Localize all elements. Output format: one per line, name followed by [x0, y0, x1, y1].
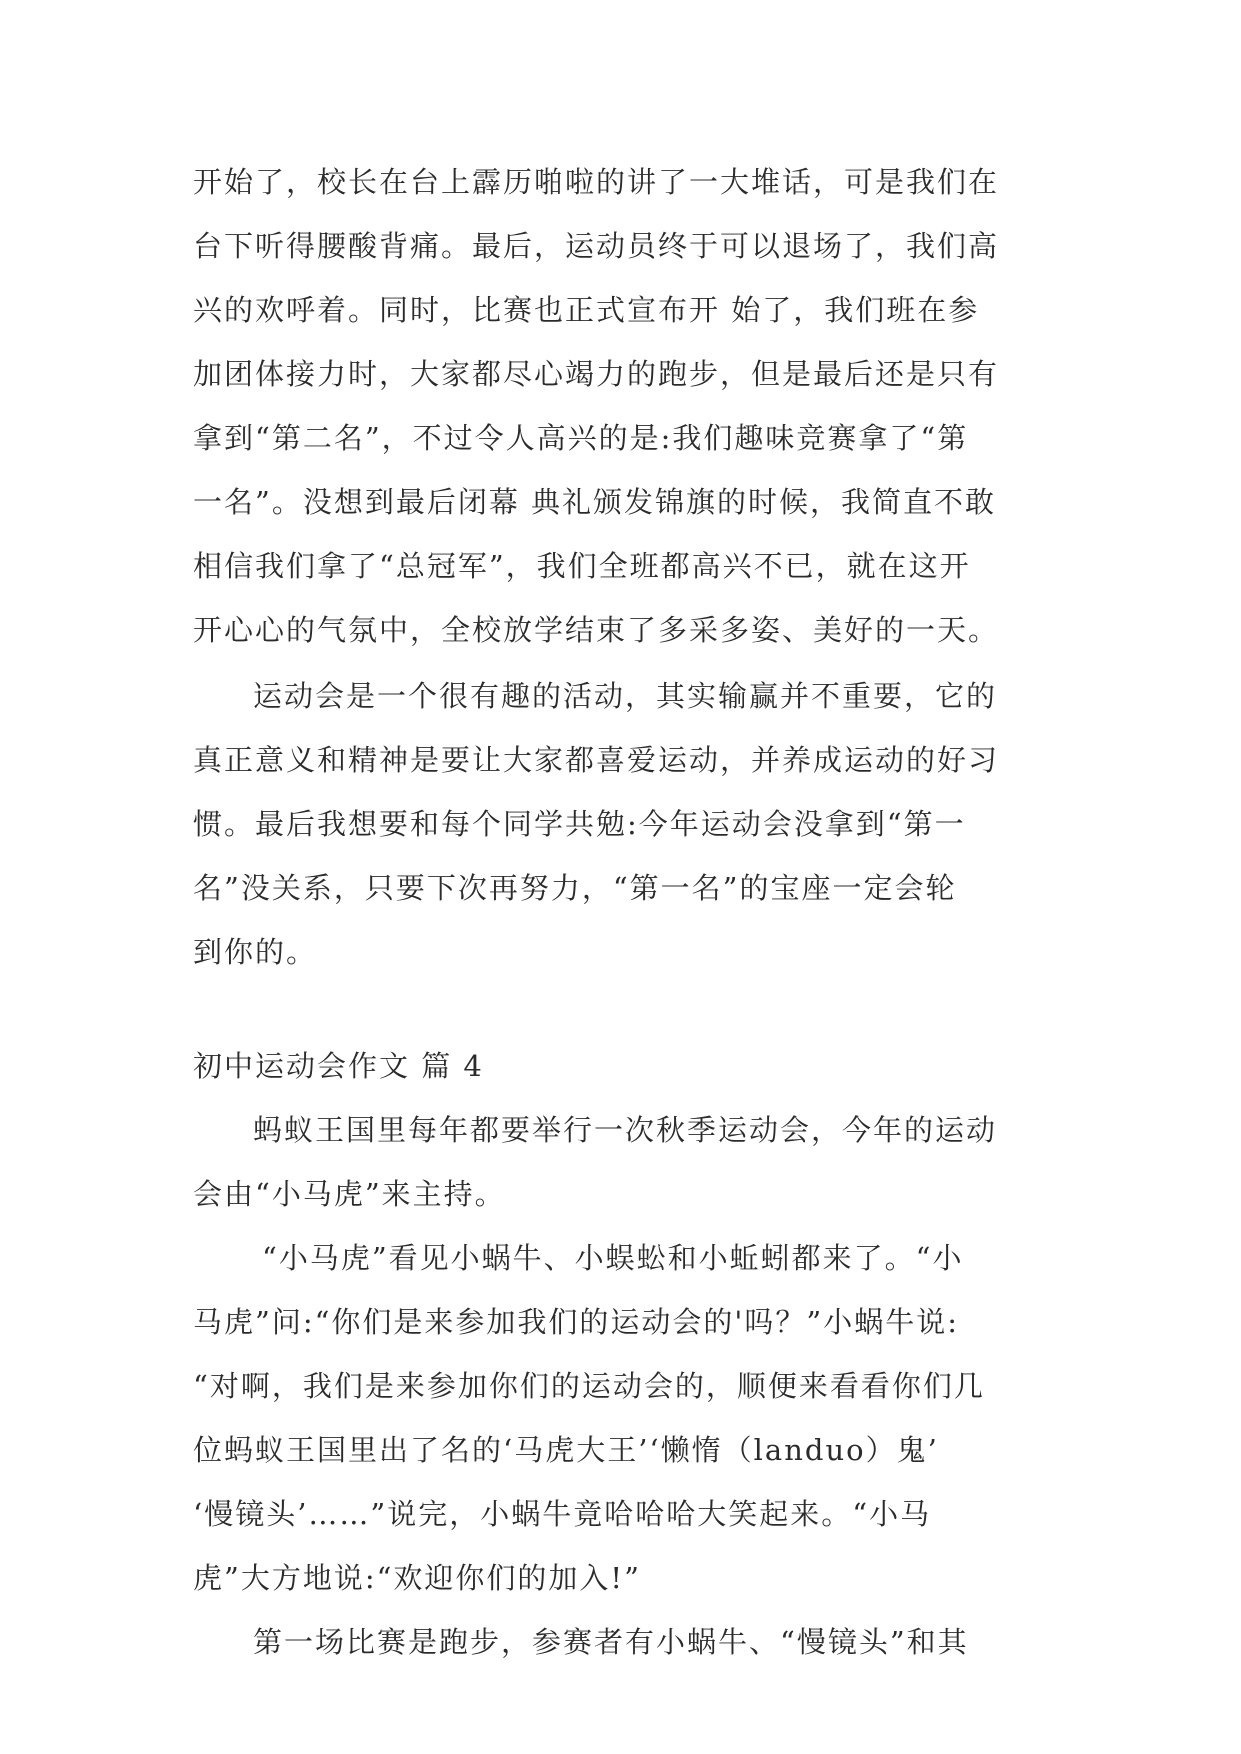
text-line: 开心心的气氛中，全校放学结束了多采多姿、美好的一天。	[193, 613, 1000, 647]
text-line: 位蚂蚁王国里出了名的‘马虎大王’‘懒惰（landuo）鬼’	[193, 1433, 939, 1467]
text-line: “对啊，我们是来参加你们的运动会的，顺便来看看你们几	[193, 1369, 985, 1403]
text-line: 拿到“第二名”，不过令人高兴的是:我们趣味竞赛拿了“第	[193, 421, 969, 455]
text-line: 一名”。没想到最后闭幕 典礼颁发锦旗的时候，我简直不敢	[193, 485, 997, 519]
text-line: 第一场比赛是跑步，参赛者有小蜗牛、“慢镜头”和其	[253, 1625, 969, 1659]
text-line: 相信我们拿了“总冠军”，我们全班都高兴不已，就在这开	[193, 549, 971, 583]
text-line: “小马虎”看见小蜗牛、小蜈蚣和小蚯蚓都来了。“小	[262, 1241, 964, 1275]
text-line: 台下听得腰酸背痛。最后，运动员终于可以退场了，我们高	[193, 229, 1000, 263]
text-line: 兴的欢呼着。同时，比赛也正式宣布开 始了，我们班在参	[193, 293, 980, 327]
text-line: 虎”大方地说:“欢迎你们的加入!”	[193, 1561, 641, 1595]
text-line: 真正意义和精神是要让大家都喜爱运动，并养成运动的好习	[193, 743, 1000, 777]
section-heading: 初中运动会作文 篇 4	[193, 1049, 484, 1083]
text-line: 惯。最后我想要和每个同学共勉:今年运动会没拿到“第一	[193, 807, 966, 841]
text-line: 蚂蚁王国里每年都要举行一次秋季运动会，今年的运动	[253, 1113, 998, 1147]
text-line: 会由“小马虎”来主持。	[193, 1177, 506, 1211]
text-line: 马虎”问:“你们是来参加我们的运动会的'吗？”小蜗牛说:	[193, 1305, 959, 1339]
text-line: 加团体接力时，大家都尽心竭力的跑步，但是最后还是只有	[193, 357, 1000, 391]
text-line: 运动会是一个很有趣的活动，其实输赢并不重要，它的	[253, 679, 998, 713]
text-line: 开始了，校长在台上霹历啪啦的讲了一大堆话，可是我们在	[193, 165, 1000, 199]
text-line: 名”没关系，只要下次再努力，“第一名”的宝座一定会轮	[193, 871, 957, 905]
text-line: 到你的。	[193, 935, 318, 969]
text-line: ‘慢镜头’……”说完，小蜗牛竟哈哈哈大笑起来。“小马	[193, 1497, 932, 1531]
